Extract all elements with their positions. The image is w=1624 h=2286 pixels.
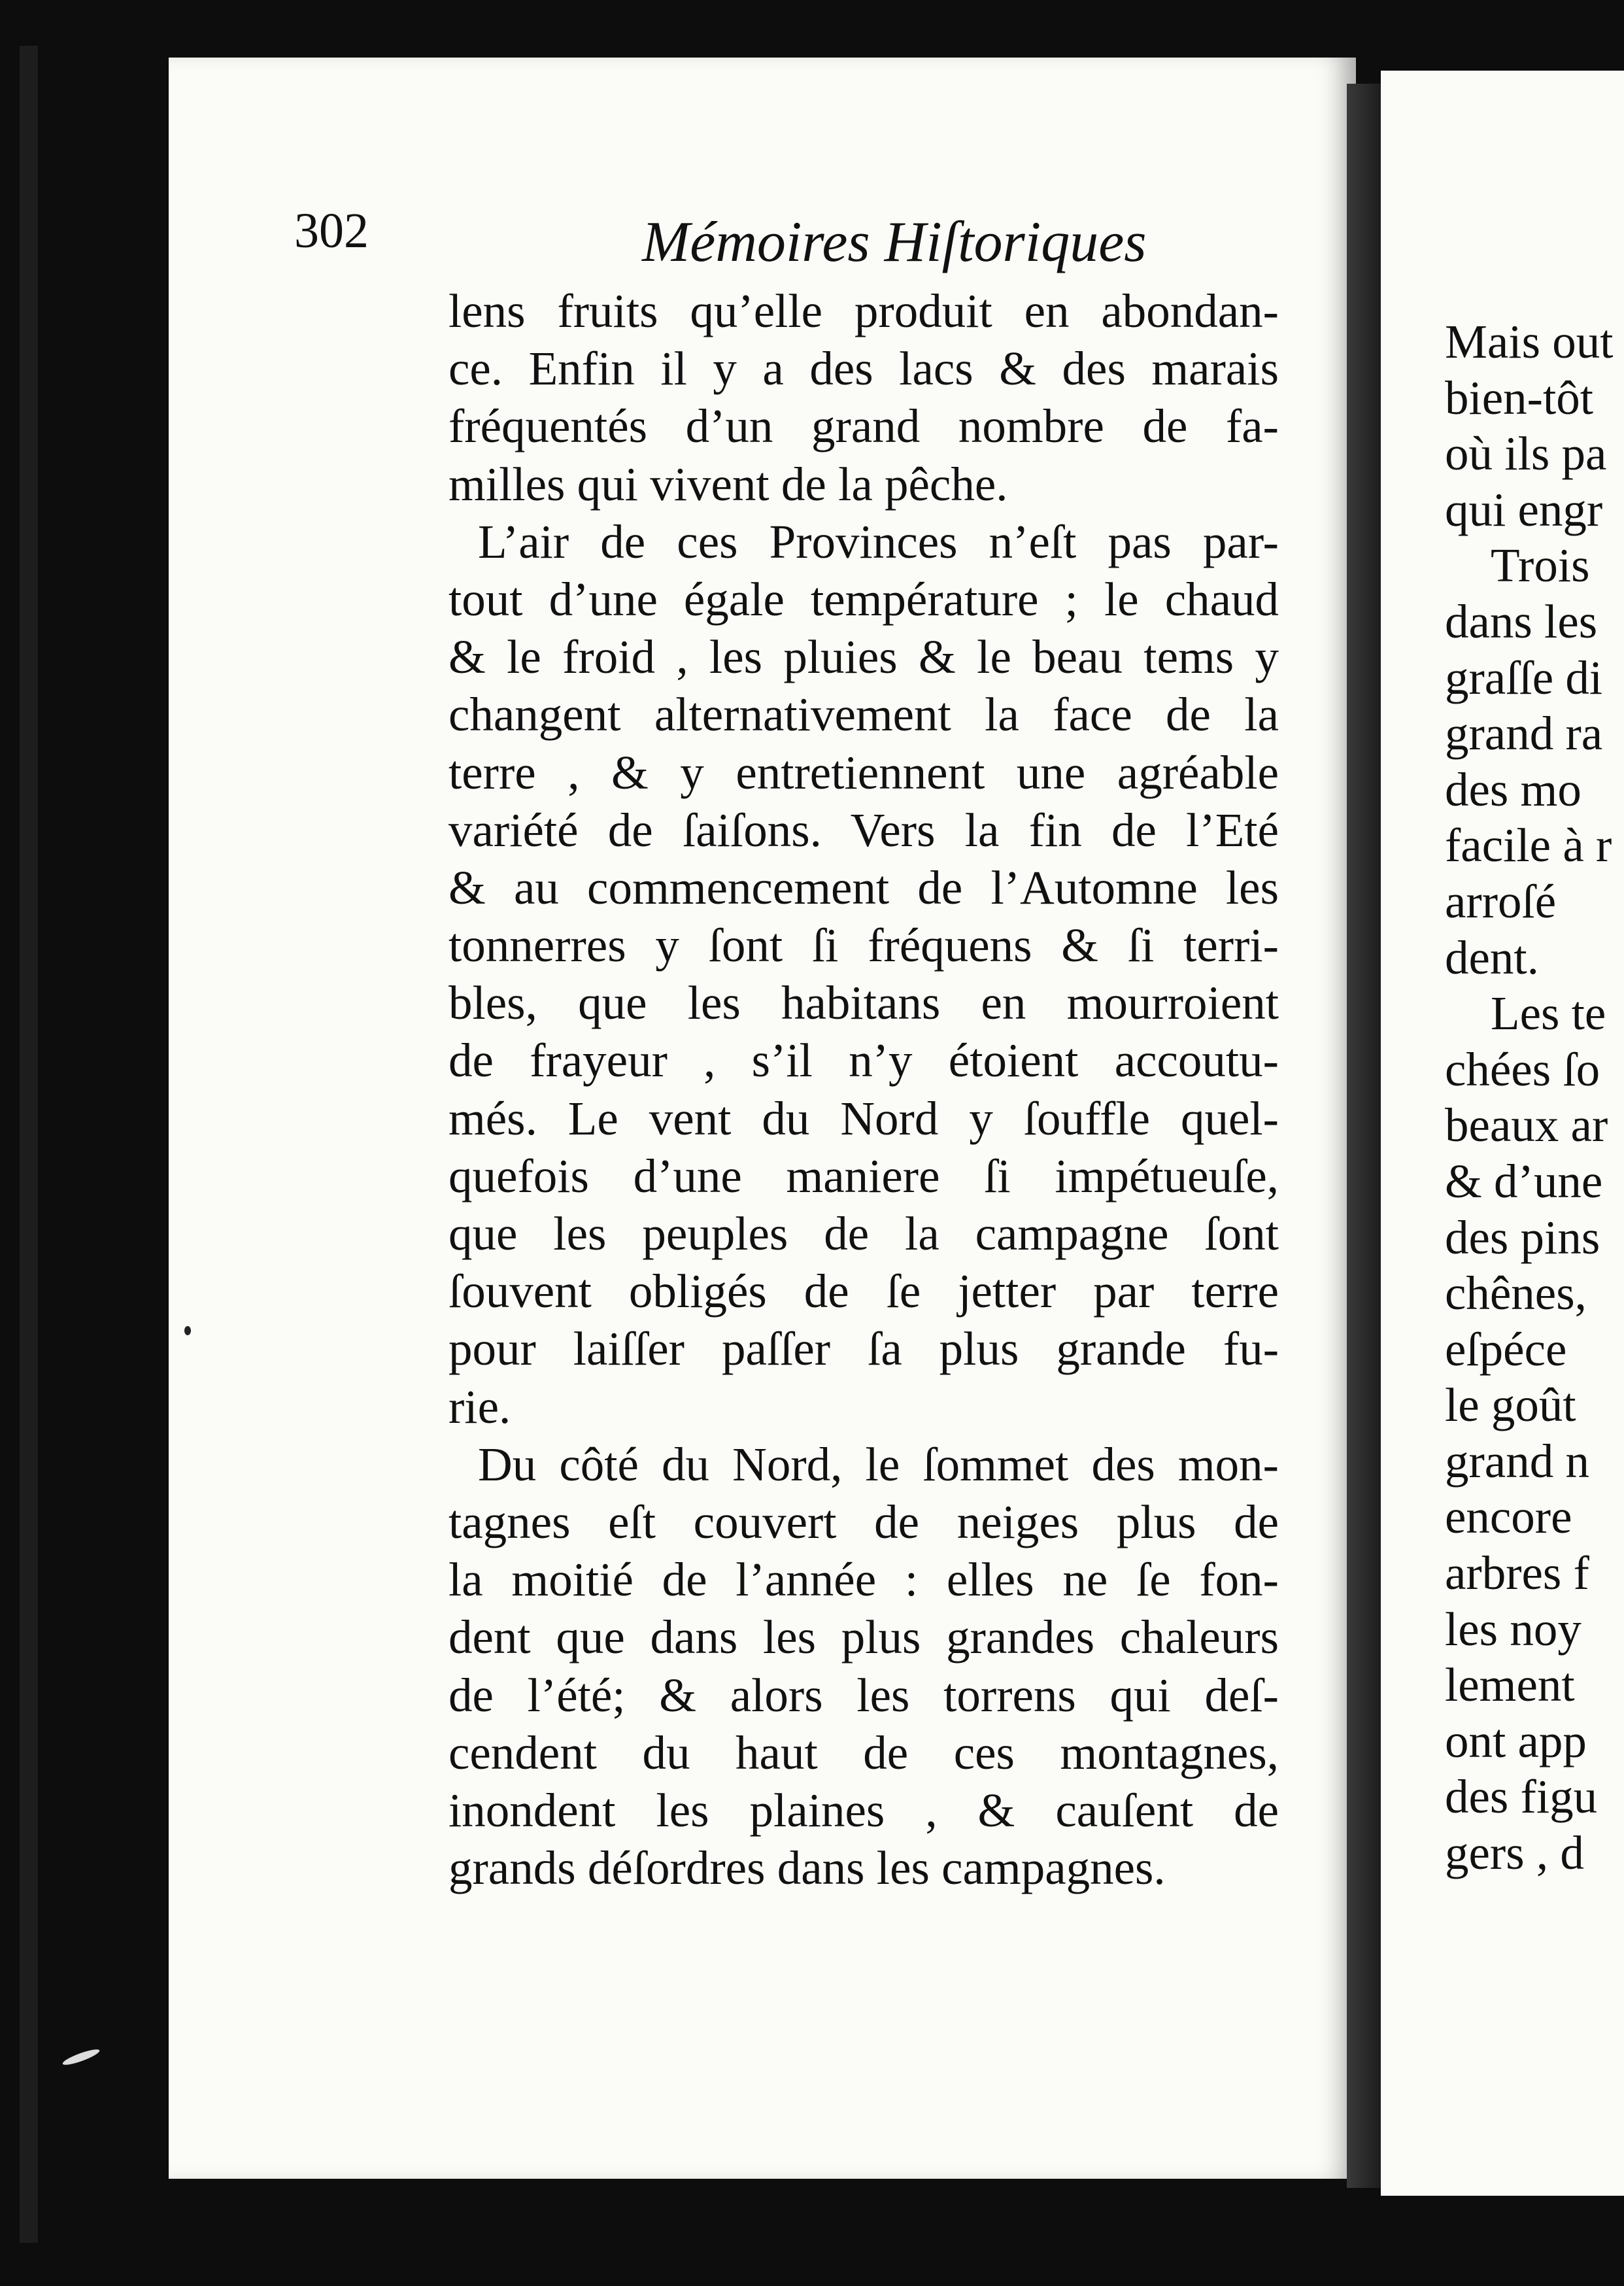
- text-line: dent que dans les plus grandes chaleurs: [448, 1611, 1279, 1664]
- text-line: où ils pa: [1445, 427, 1607, 481]
- left-page-body-text: [448, 282, 1279, 1917]
- text-line: graſſe di: [1445, 651, 1603, 704]
- text-line: les noy: [1445, 1602, 1582, 1656]
- text-line: facile à r: [1445, 819, 1612, 872]
- text-line: tagnes eſt couvert de neiges plus de: [448, 1495, 1279, 1548]
- text-line: fréquentés d’un grand nombre de fa-: [448, 400, 1279, 453]
- text-line: lement: [1445, 1658, 1575, 1712]
- text-line: cendent du haut de ces montagnes,: [448, 1726, 1279, 1779]
- running-head: [294, 152, 1301, 296]
- text-line: ce. Enfin il y a des lacs & des marais: [448, 342, 1279, 396]
- text-line: ont app: [1445, 1714, 1587, 1767]
- text-line: grand n: [1445, 1434, 1589, 1488]
- text-line: changent alternativement la face de la: [448, 688, 1279, 742]
- text-line: Les te: [1491, 987, 1606, 1040]
- text-line: pour laiſſer paſſer ſa plus grande fu-: [448, 1322, 1279, 1376]
- text-line: Du côté du Nord, le ſommet des mon-: [478, 1437, 1279, 1491]
- right-page-text: [1445, 314, 1624, 1881]
- text-line: dent.: [1445, 930, 1539, 984]
- text-line: tout d’une égale température ; le chaud: [448, 572, 1279, 626]
- right-page: [1381, 71, 1624, 2196]
- text-line: tonnerres y ſont ſi fréquens & ſi terri-: [448, 919, 1279, 972]
- margin-mark: [61, 2047, 101, 2068]
- text-line: beaux ar: [1445, 1099, 1608, 1152]
- text-line: grands déſordres dans les campagnes.: [448, 1841, 1166, 1895]
- text-line: arroſé: [1445, 874, 1557, 928]
- text-line: quefois d’une maniere ſi impétueuſe,: [448, 1149, 1279, 1203]
- text-line: chées ſo: [1445, 1042, 1600, 1096]
- text-line: lens fruits qu’elle produit en abondan-: [448, 284, 1279, 337]
- ink-speck: [184, 1326, 191, 1335]
- text-line: terre , & y entretiennent une agréable: [448, 745, 1279, 799]
- text-line: eſpéce: [1445, 1322, 1567, 1376]
- text-line: & au commencement de l’Automne les: [448, 861, 1279, 914]
- text-line: arbres f: [1445, 1546, 1589, 1600]
- text-line: rie.: [448, 1380, 511, 1433]
- text-line: dans les: [1445, 594, 1598, 648]
- text-line: Trois: [1491, 539, 1590, 592]
- running-title: Mémoires Hiſtoriques: [642, 211, 1147, 274]
- page-number: 302: [294, 203, 369, 258]
- text-line: qui engr: [1445, 483, 1603, 536]
- text-line: encore: [1445, 1490, 1572, 1544]
- text-line: milles qui vivent de la pêche.: [448, 457, 1008, 511]
- text-line: més. Le vent du Nord y ſouffle quel-: [448, 1091, 1279, 1145]
- text-line: des pins: [1445, 1210, 1600, 1264]
- text-line: bien-tôt: [1445, 371, 1594, 424]
- text-line: L’air de ces Provinces n’eſt pas par-: [478, 515, 1279, 568]
- text-line: chênes,: [1445, 1267, 1587, 1320]
- text-line: de l’été; & alors les torrens qui deſ-: [448, 1668, 1279, 1722]
- text-line: & le froid , les pluies & le beau tems y: [448, 630, 1279, 684]
- text-line: bles, que les habitans en mourroient: [448, 976, 1279, 1030]
- text-line: gers , d: [1445, 1826, 1584, 1880]
- text-line: ſouvent obligés de ſe jetter par terre: [448, 1265, 1279, 1318]
- text-line: Mais out: [1445, 315, 1614, 368]
- text-line: que les peuples de la campagne ſont: [448, 1207, 1279, 1260]
- text-line: inondent les plaines , & cauſent de: [448, 1783, 1279, 1837]
- text-line: le goût: [1445, 1378, 1576, 1432]
- text-line: & d’une: [1445, 1154, 1603, 1208]
- binding-edge: [20, 46, 38, 2243]
- text-line: variété de ſaiſons. Vers la fin de l’Eté: [448, 803, 1279, 857]
- text-line: la moitié de l’année : elles ne ſe fon-: [448, 1553, 1279, 1607]
- text-line: des mo: [1445, 762, 1582, 816]
- text-line: des figu: [1445, 1770, 1598, 1824]
- text-line: de frayeur , s’il n’y étoient accoutu-: [448, 1034, 1279, 1087]
- text-line: grand ra: [1445, 707, 1603, 760]
